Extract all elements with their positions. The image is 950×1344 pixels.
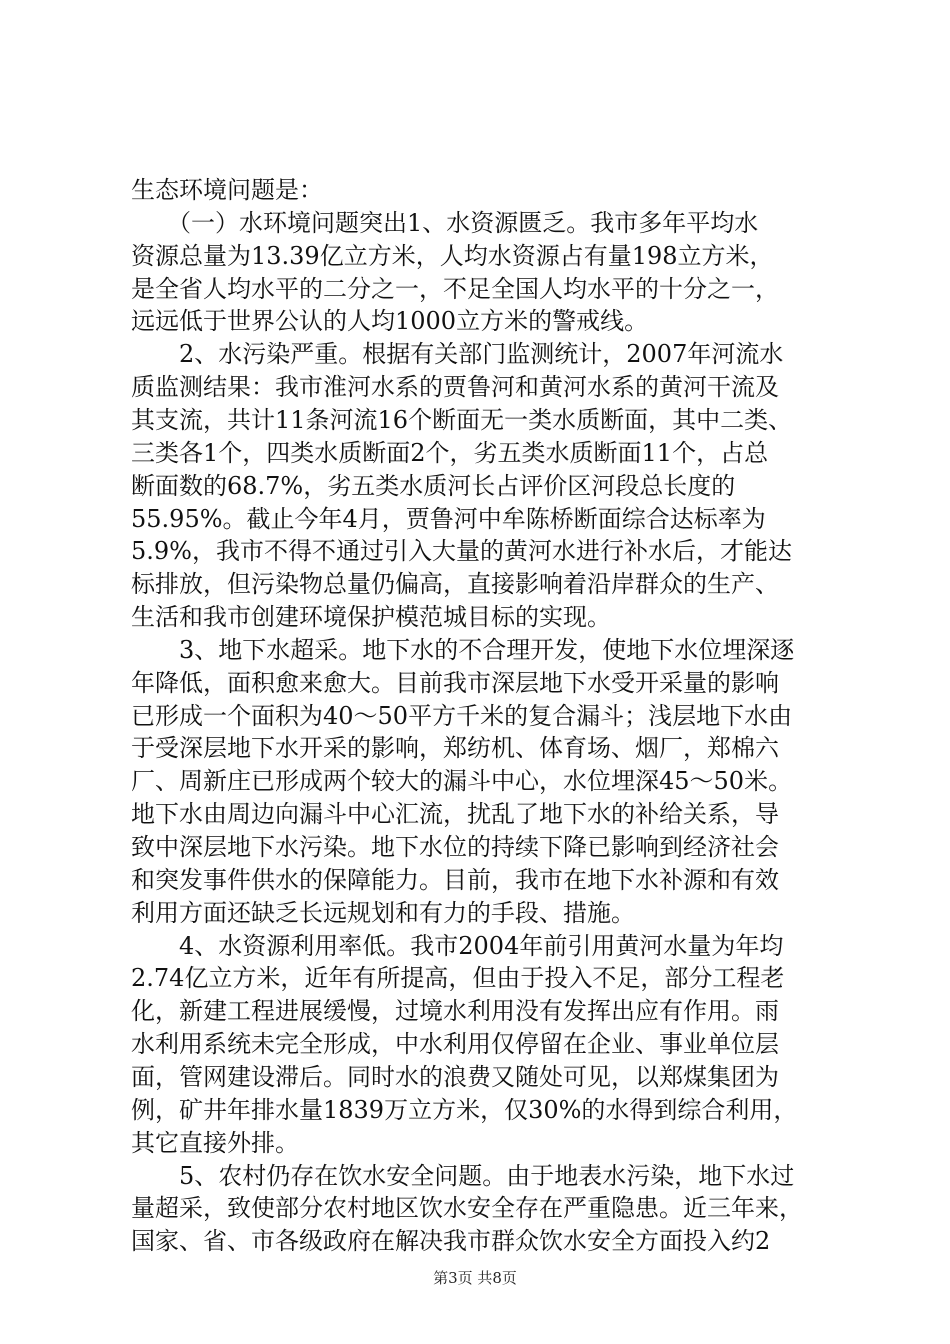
text-line: 致中深层地下水污染。地下水位的持续下降已影响到经济社会 <box>131 833 779 861</box>
text-line: 三类各1个，四类水质断面2个，劣五类水质断面11个，占总 <box>131 439 769 467</box>
text-line: 于受深层地下水开采的影响，郑纺机、体育场、烟厂，郑棉六 <box>131 734 779 762</box>
text-line: 是全省人均水平的二分之一，不足全国人均水平的十分之一， <box>131 275 779 303</box>
text-line: 其它直接外排。 <box>131 1129 299 1157</box>
text-line: 5.9%，我市不得不通过引入大量的黄河水进行补水后，才能达 <box>131 537 792 565</box>
text-line: 断面数的68.7%，劣五类水质河长占评价区河段总长度的 <box>131 472 736 500</box>
page-footer: 第3页 共8页 <box>433 1269 517 1287</box>
text-line: 地下水由周边向漏斗中心汇流，扰乱了地下水的补给关系，导 <box>131 800 779 828</box>
text-line: 例，矿井年排水量1839万立方米，仅30%的水得到综合利用， <box>131 1096 798 1124</box>
text-line: 55.95%。截止今年4月，贾鲁河中牟陈桥断面综合达标率为 <box>131 505 766 533</box>
text-line: 2.74亿立方米，近年有所提高，但由于投入不足，部分工程老 <box>131 964 785 992</box>
text-line: 化，新建工程进展缓慢，过境水利用没有发挥出应有作用。雨 <box>131 997 779 1025</box>
text-line: （一）水环境问题突出1、水资源匮乏。我市多年平均水 <box>131 209 759 237</box>
text-line: 国家、省、市各级政府在解决我市群众饮水安全方面投入约2 <box>131 1227 771 1255</box>
text-line: 5、农村仍存在饮水安全问题。由于地表水污染，地下水过 <box>131 1162 795 1190</box>
text-line: 生活和我市创建环境保护模范城目标的实现。 <box>131 603 611 631</box>
text-line: 面，管网建设滞后。同时水的浪费又随处可见，以郑煤集团为 <box>131 1063 779 1091</box>
text-line: 利用方面还缺乏长远规划和有力的手段、措施。 <box>131 899 635 927</box>
text-line: 3、地下水超采。地下水的不合理开发，使地下水位埋深逐 <box>131 636 795 664</box>
text-line: 水利用系统未完全形成，中水利用仅停留在企业、事业单位层 <box>131 1030 779 1058</box>
text-line: 其支流，共计11条河流16个断面无一类水质断面，其中二类、 <box>131 406 793 434</box>
text-line: 资源总量为13.39亿立方米，人均水资源占有量198立方米， <box>131 242 774 270</box>
text-line: 年降低，面积愈来愈大。目前我市深层地下水受开采量的影响 <box>131 669 779 697</box>
text-line: 生态环境问题是： <box>131 176 323 204</box>
text-line: 远远低于世界公认的人均1000立方米的警戒线。 <box>131 307 649 335</box>
text-line: 标排放，但污染物总量仍偏高，直接影响着沿岸群众的生产、 <box>131 570 779 598</box>
text-line: 和突发事件供水的保障能力。目前，我市在地下水补源和有效 <box>131 866 779 894</box>
text-line: 4、水资源利用率低。我市2004年前引用黄河水量为年均 <box>131 932 784 960</box>
text-line: 2、水污染严重。根据有关部门监测统计，2007年河流水 <box>131 340 784 368</box>
text-line: 厂、周新庄已形成两个较大的漏斗中心，水位埋深45～50米。 <box>131 767 793 795</box>
text-line: 已形成一个面积为40～50平方千米的复合漏斗；浅层地下水由 <box>131 702 793 730</box>
text-line: 质监测结果：我市淮河水系的贾鲁河和黄河水系的黄河干流及 <box>131 373 779 401</box>
text-line: 量超采，致使部分农村地区饮水安全存在严重隐患。近三年来， <box>131 1194 803 1222</box>
